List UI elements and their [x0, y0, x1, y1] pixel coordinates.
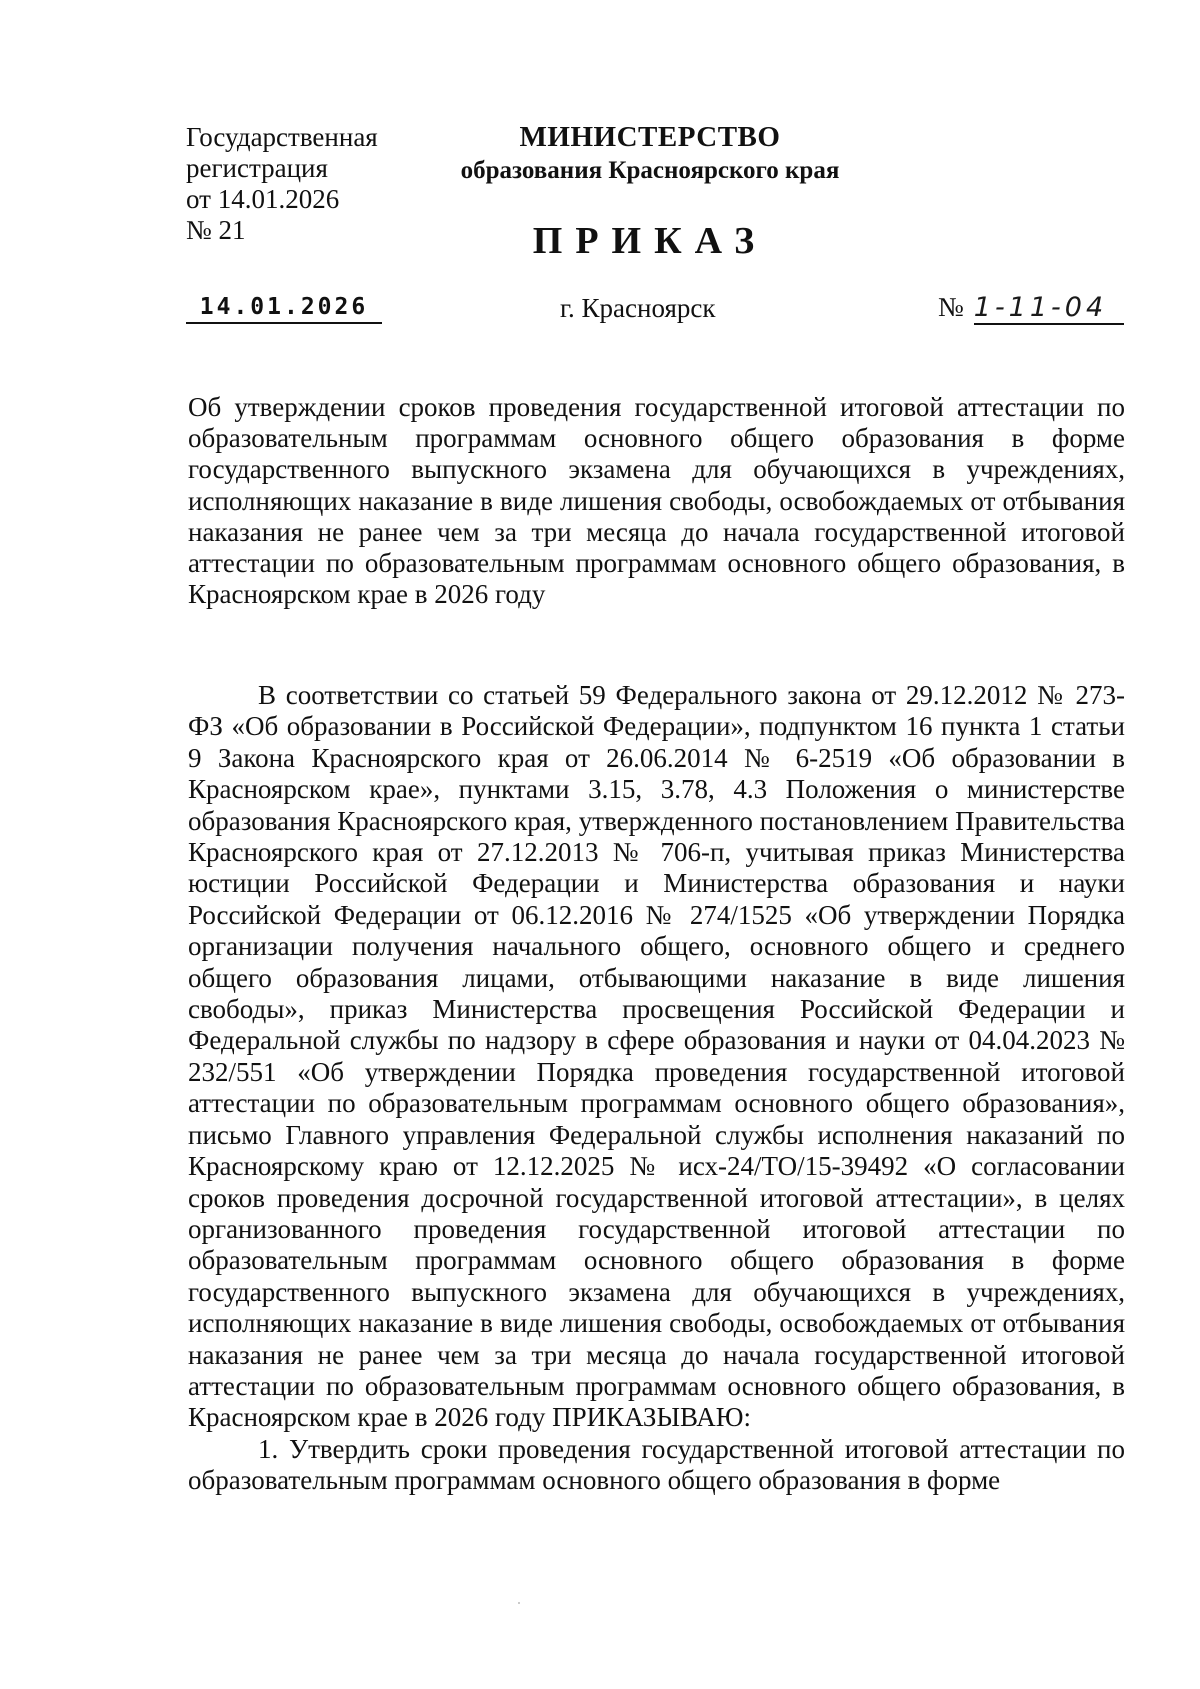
document-subject: Об утверждении сроков проведения государственной итоговой аттестации по образовательным программам основного общего образования в форме государственного выпускного экзамена для обучающихся в учреждениях, исполняющих наказание в виде лишения свободы, освобождаемых от отбывания наказания не ранее чем за три месяца до начала государственной итоговой аттестации по образовательным программам основного общего образования, в Красноярском крае в 2026 году [188, 392, 1125, 610]
scan-artifact [518, 1602, 520, 1604]
registration-line-1: Государственная [186, 122, 378, 152]
document-type-title: ПРИКАЗ [532, 220, 768, 262]
city-label: г. Красноярск [560, 293, 716, 323]
document-body [188, 680, 1125, 1497]
registration-date: от 14.01.2026 [186, 184, 340, 214]
order-number-label: № [938, 292, 964, 322]
preamble-paragraph: В соответствии со статьей 59 Федерального закона от 29.12.2012 № 273-ФЗ «Об образовании в Российской Федерации», подпунктом 16 пункта 1 статьи 9 Закона Красноярского края от 26.06.2014 № 6-2519 «Об образовании в Красноярском крае», пунктами 3.15, 3.78, 4.3 Положения о министерстве образования Красноярского края, утвержденного постановлением Правительства Красноярского края от 27.12.2013 № 706-п, учитывая приказ Министерства юстиции Российской Федерации и Министерства образования и науки Российской Федерации от 06.12.2016 № 274/1525 «Об утверждении Порядка организации получения начального общего, основного общего и среднего общего образования лицами, отбывающими наказание в виде лишения свободы», приказ Министерства просвещения Российской Федерации и Федеральной службы по надзору в сфере образования и науки от 04.04.2023 № 232/551 «Об утверждении Порядка проведения государственной итоговой аттестации по образовательным программам основного общего образования», письмо Главного управления Федеральной службы исполнения наказаний по Красноярскому краю от 12.12.2025 № исх-24/ТО/15-39492 «О согласовании сроков проведения досрочной государственной итоговой аттестации», в целях организованного проведения государственной итоговой аттестации по образовательным программам основного общего образования в форме государственного выпускного экзамена для обучающихся в учреждениях, исполняющих наказание в виде лишения свободы, освобождаемых от отбывания наказания не ранее чем за три месяца до начала государственной итоговой аттестации по образовательным программам основного общего образования, в Красноярском крае в 2026 году ПРИКАЗЫВАЮ: [188, 680, 1125, 1433]
registration-line-2: регистрация [186, 153, 328, 183]
date-stamp: 14.01.2026 [186, 292, 382, 324]
order-number [938, 290, 1138, 324]
registration-number: № 21 [186, 215, 246, 245]
registration-block [186, 122, 406, 246]
order-number-value: 1-11-04 [974, 293, 1124, 325]
order-item-1: 1. Утвердить сроки проведения государственной итоговой аттестации по образовательным программам основного общего образования в форме [188, 1433, 1125, 1496]
ministry-header [420, 120, 880, 188]
ministry-title: МИНИСТЕРСТВО [519, 121, 781, 153]
ministry-subtitle: образования Красноярского края [460, 157, 840, 184]
